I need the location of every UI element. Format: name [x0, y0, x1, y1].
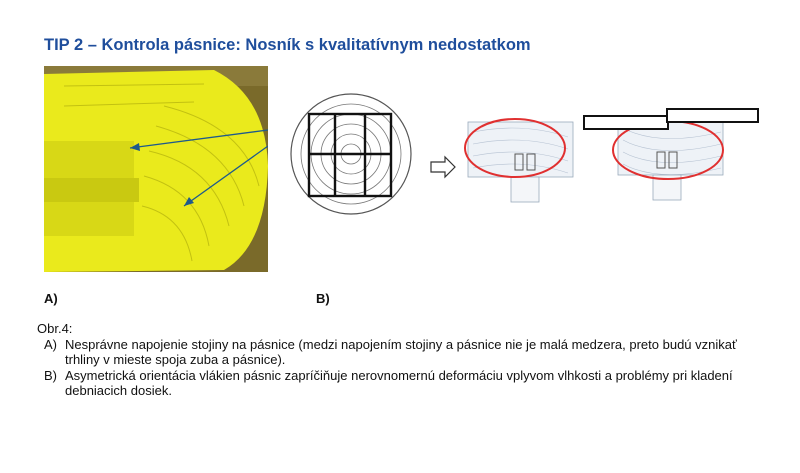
photo-beam-joint — [44, 66, 268, 272]
caption-item-b — [37, 368, 757, 399]
diagram-fiber-orientation — [283, 92, 763, 217]
beam-section-right — [613, 120, 723, 200]
beam-section-left — [465, 119, 573, 202]
caption-text: Nesprávne napojenie stojiny na pásnice (medzi napojením stojiny a pásnice nie je malá medzera, preto budú vznikať trhliny v mieste spoja zuba a pásnice). — [65, 336, 737, 367]
caption-item-a — [37, 337, 757, 368]
caption-text: Asymetrická orientácia vlákien pásnic zapríčiňuje nerovnomernú deformáciu vplyvom vlhkosti a problémy pri kladení debniacich dosiek. — [65, 367, 733, 398]
caption-key: A) — [44, 336, 57, 352]
arrow-right-icon — [431, 157, 455, 177]
label-a: A) — [44, 291, 58, 306]
label-b: B) — [316, 291, 330, 306]
page-title: TIP 2 – Kontrola pásnice: Nosník s kvalitatívnym nedostatkom — [44, 36, 531, 54]
label-box-left — [584, 116, 668, 129]
caption-key: B) — [44, 367, 57, 383]
label-box-right — [667, 109, 758, 122]
figure-caption — [37, 321, 757, 399]
caption-heading: Obr.4: — [37, 321, 73, 336]
log-cross-section — [291, 94, 411, 214]
